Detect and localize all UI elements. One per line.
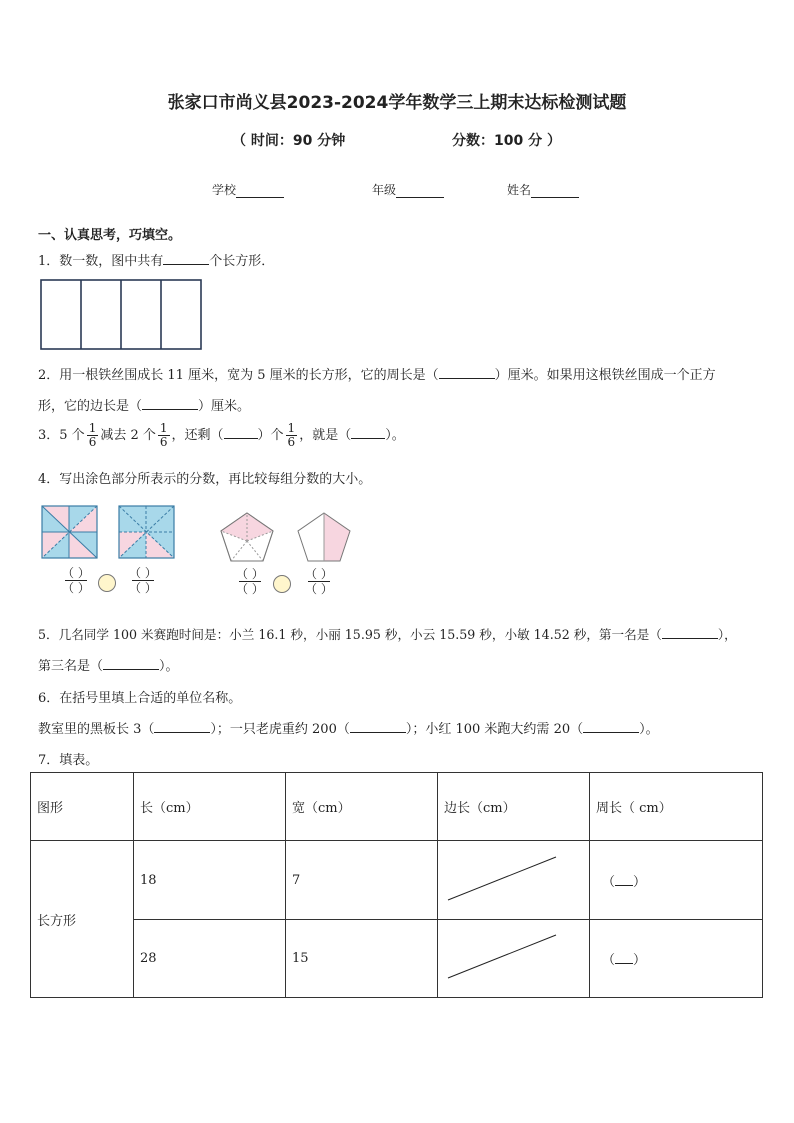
perimeter-cell[interactable]: （ ）: [590, 920, 763, 998]
question-1: 1．数一数，图中共有 个长方形．: [38, 254, 275, 269]
table-header-row: [31, 773, 763, 841]
page-title: 张家口市尚义县2023-2024学年数学三上期末达标检测试题: [167, 93, 627, 113]
table-header: 宽（cm）: [286, 773, 438, 841]
question-2-line2: 形，它的边长是（ ）厘米。: [38, 399, 251, 414]
q6-blank-tiger[interactable]: [350, 721, 406, 733]
question-4: 4．写出涂色部分所表示的分数，再比较每组分数的大小。: [38, 472, 372, 487]
name-field: [507, 181, 579, 198]
q2-blank-side[interactable]: [142, 398, 198, 410]
fill-table: [30, 772, 763, 998]
question-3: 3．5 个 $\frac{1}{6}$ 减去 2 个 $\frac{1}{6}$ ，还剩（ ）个 $\frac{1}{6}$ ，就是（ ）。: [38, 421, 405, 449]
grade-blank[interactable]: [396, 185, 444, 198]
shaded-pentagon-1: [219, 511, 275, 563]
q3-blank-result[interactable]: [351, 427, 385, 439]
question-6-line: 教室里的黑板长 3（ ）；一只老虎重约 200（ ）；小红 100 米跑大约需 20（ ）。: [38, 722, 659, 737]
length-cell: 28: [134, 920, 286, 998]
shaded-square-1: [41, 505, 98, 559]
q6-blank-blackboard[interactable]: [154, 721, 210, 733]
length-cell: 18: [134, 841, 286, 920]
q1-blank[interactable]: [163, 253, 209, 265]
fraction-one-sixth: $\frac{1}{6}$: [88, 421, 97, 449]
name-blank[interactable]: [531, 185, 579, 198]
shaded-pentagon-2: [296, 511, 352, 563]
grade-field: [372, 181, 444, 198]
compare-circle-2[interactable]: [272, 574, 292, 594]
question-5-line1: 5．几名同学 100 米赛跑时间是：小兰 16.1 秒，小丽 15.95 秒，小云 15.59 秒，小敏 14.52 秒，第一名是（ ），: [38, 627, 737, 642]
school-label: 学校: [212, 183, 237, 197]
school-blank[interactable]: [236, 185, 284, 198]
q3-blank-count[interactable]: [224, 427, 258, 439]
q5-blank-third[interactable]: [103, 658, 159, 670]
side-cell-crossed: [438, 841, 590, 920]
table-header: 边长（cm）: [438, 773, 590, 841]
table-header: 图形: [31, 773, 134, 841]
fraction-one-sixth: $\frac{1}{6}$: [287, 421, 296, 449]
width-cell: 7: [286, 841, 438, 920]
shape-cell: 长方形: [31, 841, 134, 998]
school-field: [212, 181, 284, 198]
perimeter-blank[interactable]: [615, 952, 633, 964]
time-label: （ 时间：90 分钟: [232, 133, 346, 149]
grade-label: 年级: [372, 183, 397, 197]
table-row: [31, 920, 763, 998]
q2-blank-perimeter[interactable]: [439, 367, 495, 379]
question-6: 6．在括号里填上合适的单位名称。: [38, 691, 242, 706]
q4-fraction-blank-3[interactable]: （ ） （ ）: [236, 567, 264, 596]
table-row: [31, 841, 763, 920]
question-5-line2: 第三名是（ ）。: [38, 659, 179, 674]
perimeter-blank[interactable]: [615, 874, 633, 886]
q6-blank-run[interactable]: [583, 721, 639, 733]
compare-circle-1[interactable]: [97, 573, 117, 593]
section-heading: 一、认真思考，巧填空。: [38, 228, 182, 243]
question-2-line1: 2．用一根铁丝围成长 11 厘米，宽为 5 厘米的长方形，它的周长是（ ）厘米。如果用这根铁丝围成一个正方: [38, 368, 716, 383]
q4-fraction-blank-4[interactable]: （ ） （ ）: [305, 567, 333, 596]
score-label: 分数：100 分 ）: [452, 133, 561, 149]
rectangles-figure: [40, 279, 202, 350]
shaded-square-2: [118, 505, 175, 559]
side-cell-crossed: [438, 920, 590, 998]
name-label: 姓名: [507, 183, 532, 197]
diagonal-slash: [438, 920, 588, 993]
table-header: 周长（ cm）: [590, 773, 763, 841]
width-cell: 15: [286, 920, 438, 998]
diagonal-slash: [438, 841, 588, 915]
q5-blank-first[interactable]: [662, 627, 718, 639]
question-7: 7．填表。: [38, 753, 99, 768]
table-header: 长（cm）: [134, 773, 286, 841]
fraction-one-sixth: $\frac{1}{6}$: [159, 421, 168, 449]
perimeter-cell[interactable]: （ ）: [590, 841, 763, 920]
q4-fraction-blank-2[interactable]: （ ） （ ）: [129, 566, 157, 595]
q4-fraction-blank-1[interactable]: （ ） （ ）: [62, 566, 90, 595]
